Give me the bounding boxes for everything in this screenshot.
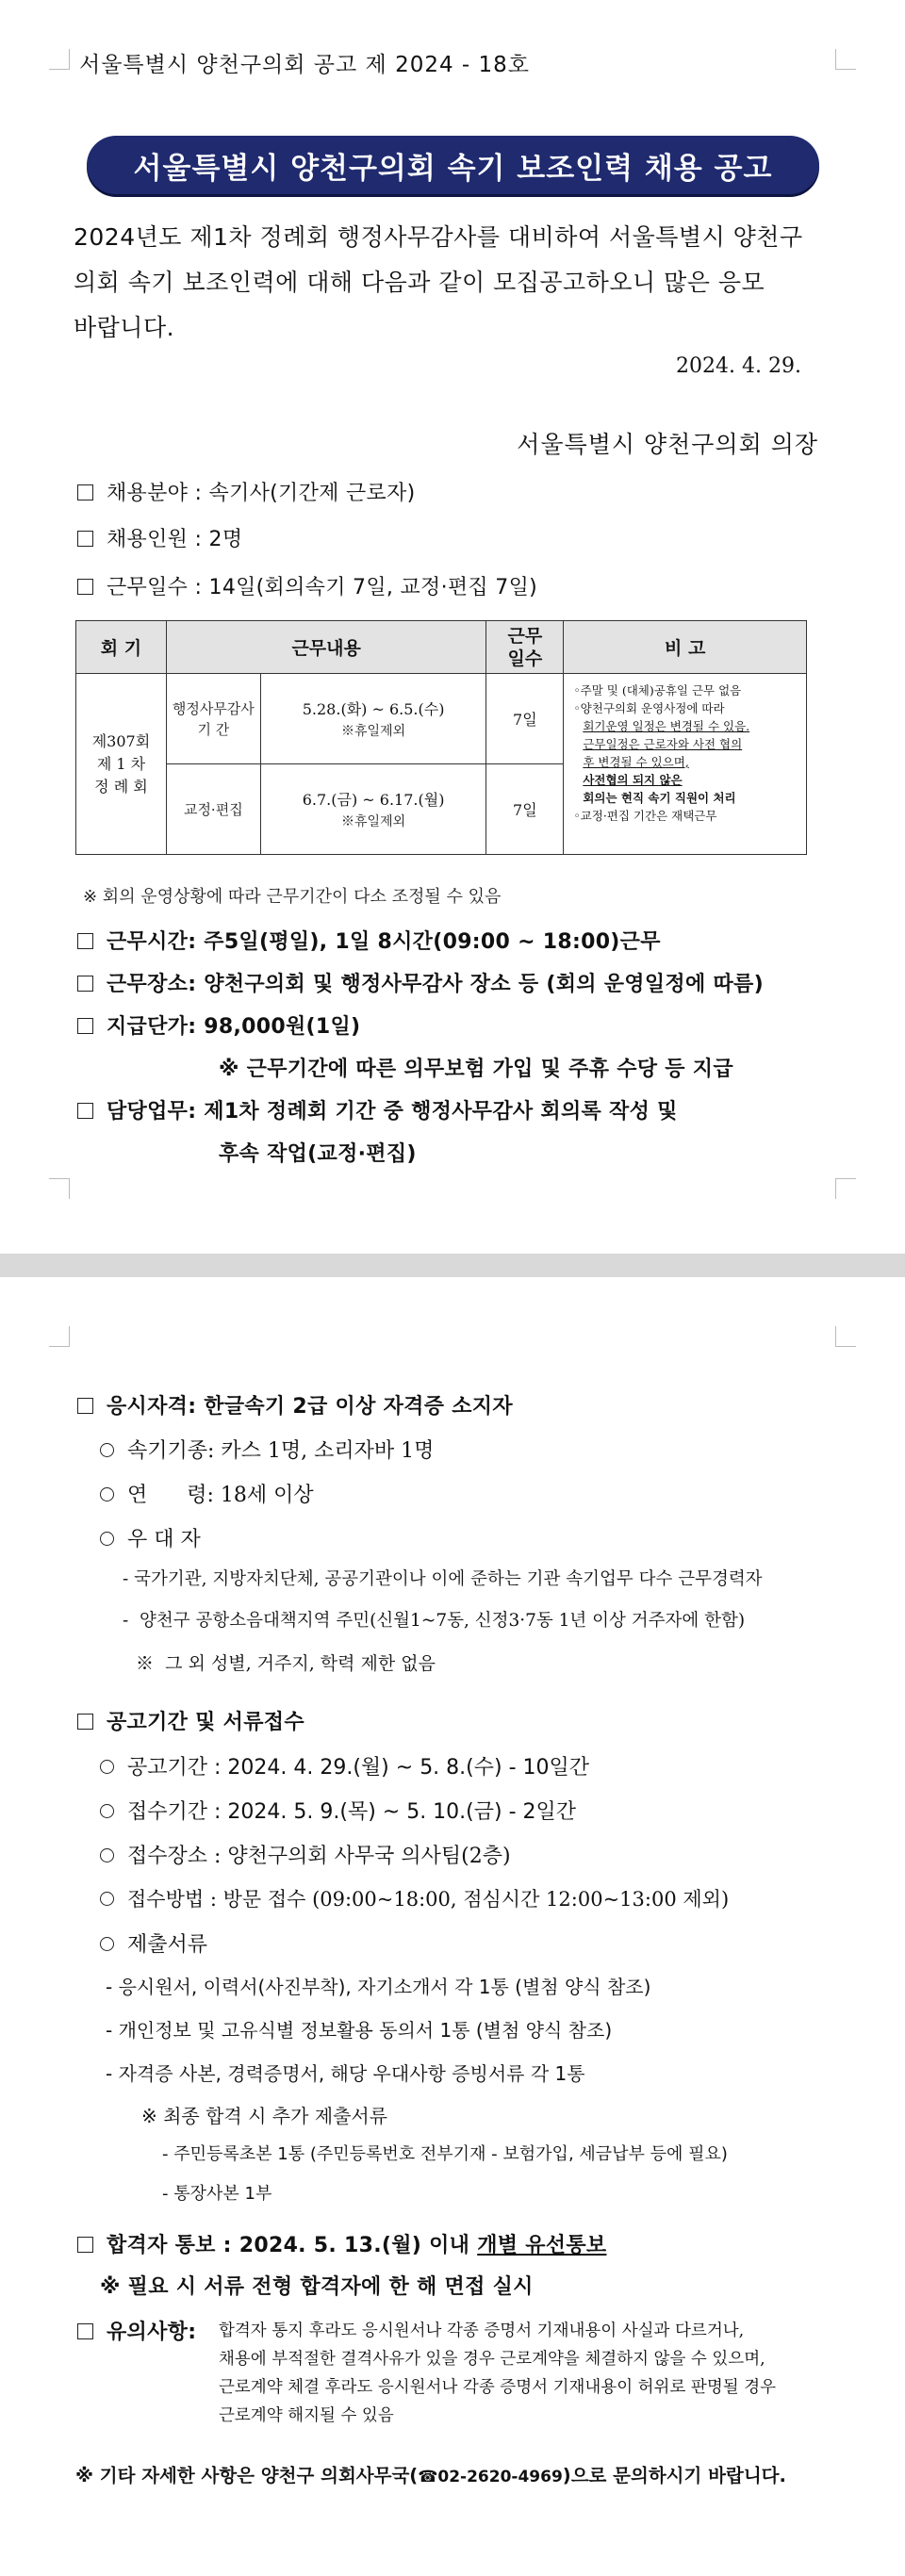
recruit-field bbox=[77, 477, 416, 506]
intro-line: 바랍니다. bbox=[74, 314, 175, 341]
value: 접수장소 : 양천구의회 사무국 의사팀(2층) bbox=[127, 1845, 511, 1868]
label: 합격자 통보 : bbox=[107, 2234, 239, 2257]
label: 유의사항: bbox=[107, 2321, 197, 2344]
result-notice bbox=[77, 2229, 606, 2258]
notice-period bbox=[100, 1751, 589, 1780]
days-cell: 7일 bbox=[486, 764, 564, 855]
intro-paragraph bbox=[74, 215, 828, 351]
caution-label-row bbox=[77, 2316, 196, 2345]
docs-heading bbox=[100, 1928, 207, 1958]
qual-preference bbox=[100, 1523, 201, 1552]
period-note: ※휴일제외 bbox=[341, 724, 406, 739]
recruit-days bbox=[77, 571, 537, 600]
label: 채용인원 : bbox=[107, 528, 209, 551]
doc-item: - 자격증 사본, 경력증명서, 해당 우대사항 증빙서류 각 1통 bbox=[106, 2062, 585, 2085]
pref-item: - 양천구 공항소음대책지역 주민(신월1~7동, 신정3·7동 1년 이상 거주자에 한함) bbox=[123, 1611, 746, 1631]
circle-bullet-icon bbox=[100, 1937, 114, 1951]
intro-line: 2024년도 제1차 정례회 행정사무감사를 대비하여 서울특별시 양천구 bbox=[74, 223, 803, 251]
value: 양천구의회 및 행정사무감사 장소 등 (회의 운영일정에 따름) bbox=[204, 973, 764, 996]
circle-bullet-icon bbox=[100, 1487, 114, 1501]
session-cell: 제307회 제 1 차 정 례 회 bbox=[76, 674, 167, 855]
circle-bullet-icon bbox=[100, 1532, 114, 1546]
period-note: ※휴일제외 bbox=[341, 814, 406, 829]
qual-machine bbox=[100, 1435, 434, 1464]
qual-age bbox=[100, 1479, 314, 1508]
period: 5.28.(화) ~ 6.5.(수) bbox=[302, 700, 445, 718]
phone-number: ☎02-2620-4969 bbox=[418, 2468, 563, 2486]
circle-bullet-icon bbox=[100, 1804, 114, 1818]
crop-mark bbox=[835, 1178, 856, 1199]
page-2 bbox=[0, 1277, 905, 2576]
value: 연 령: 18세 이상 bbox=[127, 1484, 314, 1507]
value: 98,000원(1일) bbox=[204, 1015, 361, 1039]
notice-date: 2024. 4. 29. bbox=[676, 354, 801, 378]
interview-note: ※ 필요 시 서류 전형 합격자에 한 해 면접 실시 bbox=[100, 2275, 534, 2299]
final-doc-item: - 통장사본 1부 bbox=[162, 2184, 272, 2204]
page-separator bbox=[0, 1254, 905, 1277]
pay-rate bbox=[77, 1010, 360, 1040]
footer-text: )으로 문의하시기 바랍니다. bbox=[562, 2465, 786, 2486]
checkbox-bullet-icon bbox=[77, 2237, 93, 2253]
pref-note: ※ 그 외 성별, 거주지, 학력 제한 없음 bbox=[136, 1653, 436, 1674]
period-cell bbox=[260, 674, 486, 764]
notice-number: 서울특별시 양천구의회 공고 제 2024 - 18호 bbox=[79, 53, 531, 77]
period: 6.7.(금) ~ 6.17.(월) bbox=[302, 791, 445, 809]
crop-mark bbox=[835, 1326, 856, 1347]
checkbox-bullet-icon bbox=[77, 976, 93, 992]
doc-item: - 응시원서, 이력서(사진부착), 자기소개서 각 1통 (별첨 양식 참조) bbox=[106, 1976, 651, 1998]
label: 응시자격: bbox=[107, 1395, 205, 1419]
qualification bbox=[77, 1390, 513, 1419]
work-hours bbox=[77, 926, 661, 955]
remark-line: 후 변경될 수 있으며, bbox=[583, 755, 689, 769]
notice-title: 서울특별시 양천구의회 속기 보조인력 채용 공고 bbox=[87, 136, 819, 194]
value: 한글속기 2급 이상 자격증 소지자 bbox=[204, 1395, 513, 1419]
recruit-count bbox=[77, 523, 242, 552]
value: 제출서류 bbox=[127, 1933, 208, 1957]
crop-mark bbox=[49, 1326, 70, 1347]
label: 지급단가: bbox=[107, 1015, 205, 1039]
caution-line: 근로계약 해지될 수 있음 bbox=[219, 2406, 394, 2425]
application-heading bbox=[77, 1706, 304, 1735]
checkbox-bullet-icon bbox=[77, 2323, 93, 2339]
duty-continued: 후속 작업(교정·편집) bbox=[219, 1142, 417, 1166]
circle-bullet-icon bbox=[100, 1892, 114, 1906]
checkbox-bullet-icon bbox=[77, 484, 93, 500]
task-cell: 행정사무감사 기 간 bbox=[166, 674, 260, 764]
caution-line: 근로계약 체결 후라도 응시원서나 각종 증명서 기재내용이 허위로 판명될 경우 bbox=[219, 2378, 777, 2397]
checkbox-bullet-icon bbox=[77, 1398, 93, 1414]
doc-item: - 개인정보 및 고유식별 정보활용 동의서 1통 (별첨 양식 참조) bbox=[106, 2019, 613, 2042]
remark-line: ◦교정·편집 기간은 재택근무 bbox=[573, 809, 717, 823]
circle-bullet-icon bbox=[100, 1848, 114, 1862]
value: 공고기간 : 2024. 4. 29.(월) ~ 5. 8.(수) - 10일간 bbox=[127, 1756, 590, 1780]
remark-line: ◦양천구의회 운영사정에 따라 bbox=[573, 701, 725, 715]
remarks-cell bbox=[564, 674, 807, 855]
checkbox-bullet-icon bbox=[77, 579, 93, 595]
period-cell bbox=[260, 764, 486, 855]
value: 우 대 자 bbox=[127, 1528, 201, 1551]
checkbox-bullet-icon bbox=[77, 933, 93, 949]
circle-bullet-icon bbox=[100, 1443, 114, 1457]
page-1 bbox=[0, 0, 905, 1254]
value-underlined: 개별 유선통보 bbox=[477, 2234, 607, 2257]
value: 접수기간 : 2024. 5. 9.(목) ~ 5. 10.(금) - 2일간 bbox=[127, 1800, 577, 1824]
circle-bullet-icon bbox=[100, 1760, 114, 1774]
value: 14일(회의속기 7일, 교정·편집 7일) bbox=[208, 576, 538, 599]
intro-line: 의회 속기 보조인력에 대해 다음과 같이 모집공고하오니 많은 응모 bbox=[74, 269, 765, 296]
checkbox-bullet-icon bbox=[77, 1018, 93, 1034]
work-place bbox=[77, 968, 764, 997]
days-cell: 7일 bbox=[486, 674, 564, 764]
footer-contact bbox=[75, 2461, 786, 2487]
receipt-period bbox=[100, 1796, 576, 1825]
header-content: 근무내용 bbox=[166, 621, 486, 674]
crop-mark bbox=[49, 49, 70, 70]
label: 근무일수 : bbox=[107, 576, 209, 599]
checkbox-bullet-icon bbox=[77, 1714, 93, 1730]
task-cell: 교정·편집 bbox=[166, 764, 260, 855]
caution-line: 합격자 통지 후라도 응시원서나 각종 증명서 기재내용이 사실과 다르거나, bbox=[219, 2322, 745, 2340]
checkbox-bullet-icon bbox=[77, 531, 93, 547]
remark-line: 근무일정은 근로자와 사전 협의 bbox=[583, 737, 743, 751]
table-row bbox=[76, 674, 807, 764]
value: 접수방법 : 방문 접수 (09:00~18:00, 점심시간 12:00~13:00 제외) bbox=[127, 1888, 730, 1911]
label: 채용분야 : bbox=[107, 482, 209, 505]
header-remarks: 비 고 bbox=[564, 621, 807, 674]
duty bbox=[77, 1095, 678, 1124]
value: 공고기간 및 서류접수 bbox=[107, 1711, 304, 1734]
final-doc-item: - 주민등록초본 1통 (주민등록번호 전부기재 - 보험가입, 세금납부 등에 필요) bbox=[162, 2144, 728, 2164]
table-header-row bbox=[76, 621, 807, 674]
checkbox-bullet-icon bbox=[77, 1103, 93, 1119]
remark-line: 회의는 현직 속기 직원이 처리 bbox=[583, 791, 736, 805]
header-days: 근무 일수 bbox=[486, 621, 564, 674]
final-docs-heading: ※ 최종 합격 시 추가 제출서류 bbox=[141, 2105, 388, 2127]
value: 속기기종: 카스 1명, 소리자바 1명 bbox=[127, 1439, 435, 1463]
value: 제1차 정례회 기간 중 행정사무감사 회의록 작성 및 bbox=[204, 1100, 678, 1124]
remark-line: 사전협의 되지 않은 bbox=[583, 773, 683, 787]
label: 담당업무: bbox=[107, 1100, 205, 1124]
caution-line: 채용에 부적절한 결격사유가 있을 경우 근로계약을 체결하지 않을 수 있으며, bbox=[219, 2350, 765, 2369]
value: 2024. 5. 13.(월) 이내 bbox=[239, 2234, 478, 2257]
header-session: 회 기 bbox=[76, 621, 167, 674]
receipt-method bbox=[100, 1884, 729, 1912]
footer-text: ※ 기타 자세한 사항은 양천구 의회사무국( bbox=[75, 2465, 419, 2486]
pay-note: ※ 근무기간에 따른 의무보험 가입 및 주휴 수당 등 지급 bbox=[219, 1058, 733, 1081]
value: 속기사(기간제 근로자) bbox=[208, 482, 416, 505]
label: 근무장소: bbox=[107, 973, 205, 996]
schedule-table bbox=[75, 620, 807, 855]
crop-mark bbox=[49, 1178, 70, 1199]
pref-item: - 국가기관, 지방자치단체, 공공기관이나 이에 준하는 기관 속기업무 다수 근무경력자 bbox=[123, 1569, 763, 1589]
notice-sender: 서울특별시 양천구의회 의장 bbox=[517, 431, 818, 458]
receipt-place bbox=[100, 1840, 511, 1869]
remark-line: 회기운영 일정은 변경될 수 있음. bbox=[583, 719, 750, 733]
remark-line: ◦주말 및 (대체)공휴일 근무 없음 bbox=[573, 683, 742, 697]
value: 주5일(평일), 1일 8시간(09:00 ~ 18:00)근무 bbox=[204, 930, 661, 954]
table-note: ※ 회의 운영상황에 따라 근무기간이 다소 조정될 수 있음 bbox=[83, 887, 502, 907]
label: 근무시간: bbox=[107, 930, 205, 954]
crop-mark bbox=[835, 49, 856, 70]
value: 2명 bbox=[208, 528, 243, 551]
